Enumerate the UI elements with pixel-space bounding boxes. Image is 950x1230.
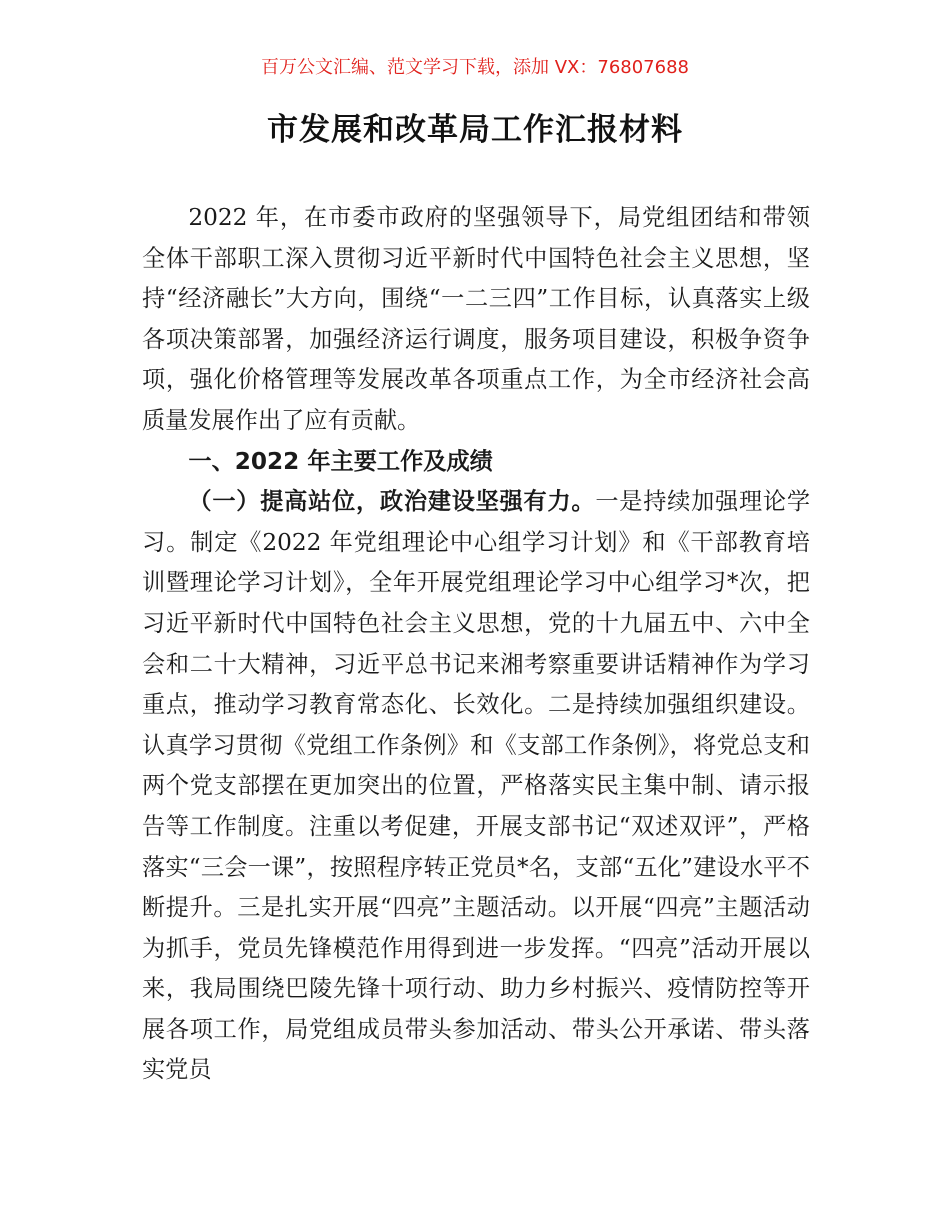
subsection-body: 一是持续加强理论学习。制定《2022 年党组理论中心组学习计划》和《干部教育培训暨理论学习计划》，全年开展党组理论学习中心组学习*次，把习近平新时代中国特色社会主义思想，党的十九届五中、六中全会和二十大精神，习近平总书记来湘考察重要讲话精神作为学习重点，推动学习教育常态化、长效化。二是持续加强组织建设。认真学习贯彻《党组工作条例》和《支部工作条例》，将党总支和两个党支部摆在更加突出的位置，严格落实民主集中制、请示报告等工作制度。注重以考促建，开展支部书记“双述双评”，严格落实“三会一课”，按照程序转正党员*名，支部“五化”建设水平不断提升。三是扎实开展“四亮”主题活动。以开展“四亮”主题活动为抓手，党员先锋模范作用得到进一步发挥。“四亮”活动开展以来，我局围绕巴陵先锋十项行动、助力乡村振兴、疫情防控等开展各项工作，局党组成员带头参加活动、带头公开承诺、带头落实党员 (142, 488, 811, 1084)
watermark-banner: 百万公文汇编、范文学习下载，添加 VX：76807688 (261, 57, 689, 78)
intro-paragraph: 2022 年，在市委市政府的坚强领导下，局党组团结和带领全体干部职工深入贯彻习近平新时代中国特色社会主义思想，坚持“经济融长”大方向，围绕“一二三四”工作目标，认真落实上级各项决策部署，加强经济运行调度，服务项目建设，积极争资争项，强化价格管理等发展改革各项重点工作，为全市经济社会高质量发展作出了应有贡献。 (142, 204, 810, 434)
document-title: 市发展和改革局工作汇报材料 (267, 112, 683, 148)
subsection-lead: （一）提高站位，政治建设坚强有力。 (188, 488, 596, 516)
document-body (142, 198, 810, 1091)
subsection-paragraph (142, 482, 810, 1091)
section-heading: 一、2022 年主要工作及成绩 (188, 447, 493, 475)
